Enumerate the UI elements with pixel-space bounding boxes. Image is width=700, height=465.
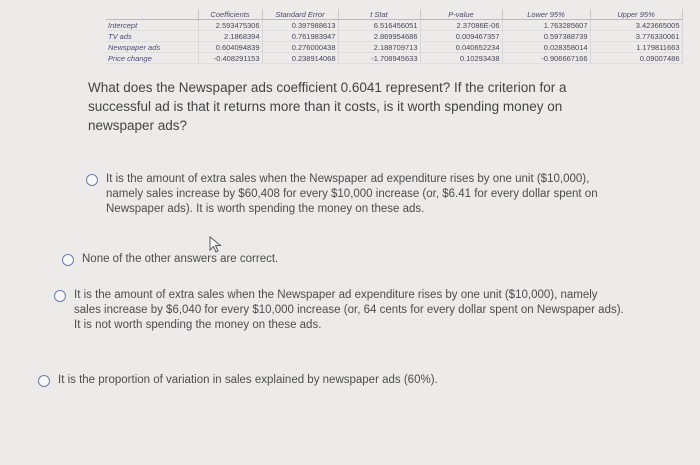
radio-button-icon[interactable] [62, 254, 74, 266]
radio-button-icon[interactable] [86, 174, 98, 186]
answer-option-1[interactable] [86, 172, 626, 217]
mouse-pointer-icon [209, 236, 223, 254]
row-label: Newspaper ads [106, 42, 198, 53]
table-cell: 2.188709713 [338, 42, 420, 53]
row-label: Price change [106, 53, 198, 64]
table-cell: 3.776330061 [590, 31, 682, 42]
question-text: What does the Newspaper ads coefficient 0.6041 represent? If the criterion for a successful ad is that it returns more than it costs, is it worth spending money on newspaper ads? [88, 80, 567, 133]
table-cell: 0.397988613 [262, 20, 338, 31]
answer-option-3[interactable] [54, 288, 624, 333]
table-cell: 0.597388739 [502, 31, 590, 42]
row-label: TV ads [106, 31, 198, 42]
table-header-cell: Upper 95% [590, 9, 682, 20]
table-cell: 0.276000438 [262, 42, 338, 53]
table-cell: 0.10293438 [420, 53, 502, 64]
answer-option-4[interactable] [38, 373, 628, 388]
table-cell: -0.408291153 [198, 53, 262, 64]
table-cell: 0.040652234 [420, 42, 502, 53]
table-row [106, 53, 682, 64]
regression-output-table [106, 9, 682, 64]
table-cell: 0.028358014 [502, 42, 590, 53]
table-cell: 1.179811663 [590, 42, 682, 53]
answer-option-text: It is the proportion of variation in sales explained by newspaper ads (60%). [58, 374, 438, 386]
answer-option-text: It is the amount of extra sales when the Newspaper ad expenditure rises by one unit ($10,000), namely sales increase by $6,040 for every $10,000 increase (or, 64 cents for every dollar spent on Newspaper ads). It is not worth spending the money on these ads. [74, 289, 624, 331]
table-header-cell: t Stat [338, 9, 420, 20]
table-row [106, 42, 682, 53]
row-label: Intercept [106, 20, 198, 31]
answer-option-text: It is the amount of extra sales when the Newspaper ad expenditure rises by one unit ($10,000), namely sales increase by $60,408 for every $10,000 increase (or, $6.41 for every dollar spent on Newspaper ads). It is worth spending the money on these ads. [106, 173, 598, 215]
table-header-cell: Standard Error [262, 9, 338, 20]
regression-table [106, 9, 683, 64]
table-header-row [106, 9, 682, 20]
table-cell: 2.593475306 [198, 20, 262, 31]
table-cell: -1.708945633 [338, 53, 420, 64]
table-header-cell: Lower 95% [502, 9, 590, 20]
table-row [106, 20, 682, 31]
answer-option-text: None of the other answers are correct. [82, 253, 279, 265]
table-header-cell [106, 9, 198, 20]
table-row [106, 31, 682, 42]
table-cell: 2.37086E-06 [420, 20, 502, 31]
radio-button-icon[interactable] [54, 290, 66, 302]
table-header-cell: P-value [420, 9, 502, 20]
table-cell: 0.761983947 [262, 31, 338, 42]
table-cell: 3.423665005 [590, 20, 682, 31]
table-cell: 2.1868394 [198, 31, 262, 42]
table-cell: 1.763285607 [502, 20, 590, 31]
radio-button-icon[interactable] [38, 375, 50, 387]
table-cell: -0.906667166 [502, 53, 590, 64]
table-cell: 0.238914068 [262, 53, 338, 64]
table-cell: 6.516456051 [338, 20, 420, 31]
table-cell: 0.009467357 [420, 31, 502, 42]
table-cell: 0.604094839 [198, 42, 262, 53]
table-cell: 0.09007486 [590, 53, 682, 64]
table-header-cell: Coefficients [198, 9, 262, 20]
table-cell: 2.869954686 [338, 31, 420, 42]
answer-option-2[interactable] [62, 252, 622, 267]
